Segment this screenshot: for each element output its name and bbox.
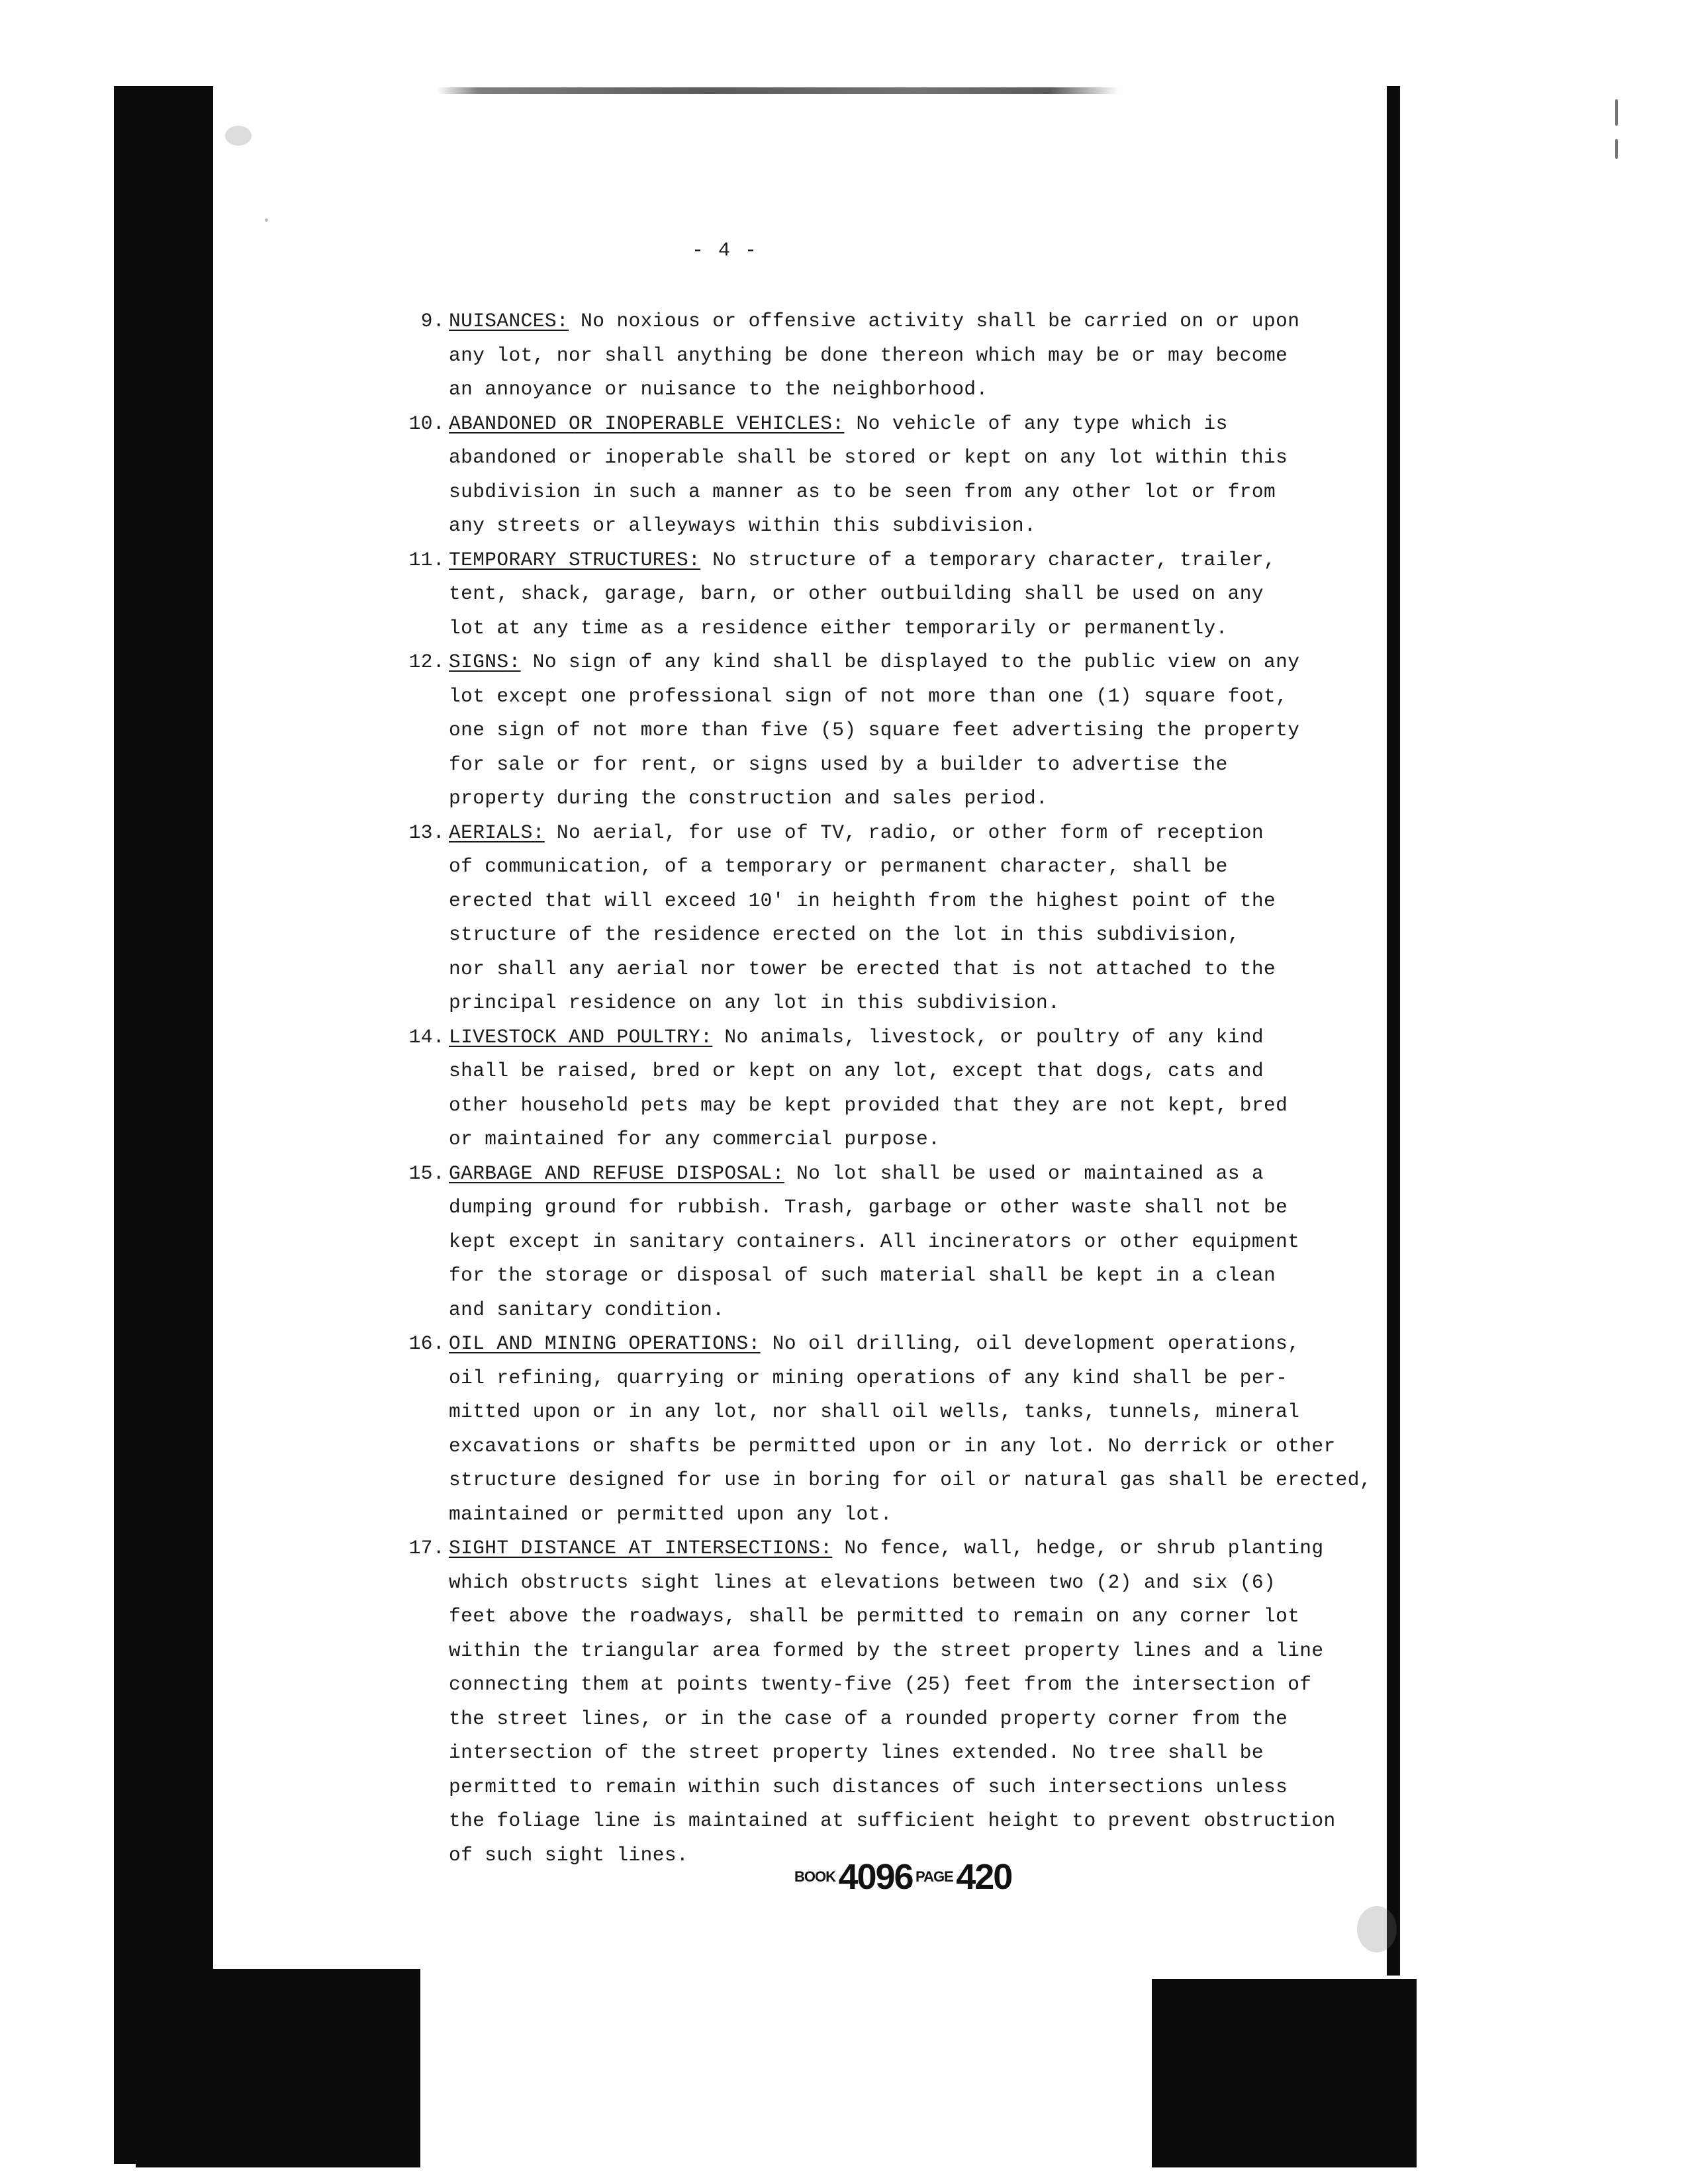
covenant-heading: TEMPORARY STRUCTURES: <box>449 548 701 571</box>
covenant-text <box>449 304 1390 407</box>
covenant-text <box>449 543 1390 646</box>
covenant-line: kept except in sanitary containers. All incinerators or other equipment <box>449 1230 1300 1253</box>
covenant-line: principal residence on any lot in this subdivision. <box>449 991 1060 1014</box>
scan-border-bottom-left <box>136 1969 420 2167</box>
covenant-line: any lot, nor shall anything be done thereon which may be or may become <box>449 343 1288 367</box>
covenant-text <box>449 645 1390 816</box>
covenant-line: or maintained for any commercial purpose. <box>449 1128 941 1150</box>
scan-speck <box>225 126 252 146</box>
covenant-line <box>449 1157 1390 1191</box>
covenant-text <box>449 816 1390 1021</box>
covenant-number: 14. <box>408 1025 445 1048</box>
covenant-text <box>449 407 1390 543</box>
covenant-heading: ABANDONED OR INOPERABLE VEHICLES: <box>449 412 845 435</box>
covenant-line: subdivision in such a manner as to be seen from any other lot or from <box>449 480 1276 503</box>
covenant-text <box>449 1157 1390 1328</box>
covenant-number: 13. <box>408 821 445 844</box>
covenant-item <box>397 1021 1390 1157</box>
covenant-line-text: No structure of a temporary character, trailer, <box>700 548 1276 571</box>
covenant-number: 16. <box>408 1332 445 1355</box>
covenant-line: intersection of the street property lines extended. No tree shall be <box>449 1741 1264 1764</box>
covenant-line-text: No vehicle of any type which is <box>844 412 1228 435</box>
covenant-heading: OIL AND MINING OPERATIONS: <box>449 1332 761 1355</box>
covenant-number: 11. <box>408 548 445 571</box>
covenant-number: 10. <box>408 412 445 435</box>
covenant-line-text: No sign of any kind shall be displayed to the public view on any <box>520 651 1300 673</box>
covenant-line: the foliage line is maintained at sufficient height to prevent obstruction <box>449 1809 1336 1832</box>
covenant-line: other household pets may be kept provided that they are not kept, bred <box>449 1093 1288 1116</box>
covenant-line <box>449 1327 1390 1361</box>
book-label: BOOK <box>794 1868 835 1885</box>
covenant-number: 17. <box>408 1537 445 1559</box>
covenant-item <box>397 304 1390 407</box>
covenant-heading: SIGNS: <box>449 651 521 673</box>
scan-speck <box>1615 139 1618 159</box>
page-label: PAGE <box>915 1868 953 1885</box>
covenant-line-text: No fence, wall, hedge, or shrub planting <box>832 1537 1324 1559</box>
covenant-line: connecting them at points twenty-five (25) feet from the intersection of <box>449 1673 1312 1696</box>
covenant-heading: NUISANCES: <box>449 310 569 332</box>
covenant-line: an annoyance or nuisance to the neighborhood. <box>449 378 988 400</box>
covenant-text <box>449 1531 1390 1872</box>
covenant-heading: AERIALS: <box>449 821 545 844</box>
scan-speck <box>1357 1906 1397 1952</box>
covenant-line: oil refining, quarrying or mining operations of any kind shall be per- <box>449 1366 1288 1389</box>
covenant-line-text: No oil drilling, oil development operations, <box>760 1332 1300 1355</box>
covenant-line: erected that will exceed 10' in heighth from the highest point of the <box>449 889 1276 912</box>
covenant-line: the street lines, or in the case of a rounded property corner from the <box>449 1707 1288 1730</box>
covenant-heading: GARBAGE AND REFUSE DISPOSAL: <box>449 1161 784 1185</box>
covenant-line: excavations or shafts be permitted upon or in any lot. No derrick or other <box>449 1434 1336 1457</box>
covenant-line: tent, shack, garage, barn, or other outbuilding shall be used on any <box>449 582 1264 605</box>
scan-speck <box>265 218 268 222</box>
stamp-page-number: 420 <box>956 1857 1012 1897</box>
covenant-line: maintained or permitted upon any lot. <box>449 1502 892 1525</box>
recording-stamp <box>794 1856 1011 1897</box>
book-number: 4096 <box>838 1857 913 1897</box>
covenant-line-text: No lot shall be used or maintained as a <box>784 1161 1264 1185</box>
covenant-line: abandoned or inoperable shall be stored or kept on any lot within this <box>449 446 1288 469</box>
covenant-line: within the triangular area formed by the street property lines and a line <box>449 1639 1324 1662</box>
covenant-line <box>449 1021 1390 1055</box>
scan-speck <box>1615 99 1618 126</box>
covenant-heading: SIGHT DISTANCE AT INTERSECTIONS: <box>449 1537 833 1559</box>
covenant-line: lot except one professional sign of not more than one (1) square foot, <box>449 684 1288 707</box>
covenant-line <box>449 1531 1390 1566</box>
covenant-line: dumping ground for rubbish. Trash, garbage or other waste shall not be <box>449 1196 1288 1218</box>
page-number: - 4 - <box>691 240 758 262</box>
covenant-line: mitted upon or in any lot, nor shall oil wells, tanks, tunnels, mineral <box>449 1400 1300 1423</box>
covenant-item <box>397 1157 1390 1328</box>
covenant-line: feet above the roadways, shall be permitted to remain on any corner lot <box>449 1605 1300 1627</box>
covenant-line: for the storage or disposal of such material shall be kept in a clean <box>449 1264 1276 1287</box>
covenant-item <box>397 645 1390 816</box>
covenant-item <box>397 1531 1390 1872</box>
covenant-line-text: No aerial, for use of TV, radio, or other form of reception <box>544 821 1264 844</box>
covenant-item <box>397 1327 1390 1531</box>
covenant-line: property during the construction and sales period. <box>449 787 1049 809</box>
covenant-item <box>397 816 1390 1021</box>
covenant-line: for sale or for rent, or signs used by a builder to advertise the <box>449 752 1228 776</box>
covenant-line <box>449 304 1390 339</box>
covenant-line: structure of the residence erected on the lot in this subdivision, <box>449 923 1240 946</box>
scan-top-smear <box>437 87 1119 94</box>
covenant-line <box>449 543 1390 578</box>
covenant-line: and sanitary condition. <box>449 1298 725 1321</box>
covenant-line-text: No noxious or offensive activity shall be carried on or upon <box>569 310 1300 332</box>
covenant-line: structure designed for use in boring for oil or natural gas shall be erected, <box>449 1469 1372 1491</box>
covenant-line: lot at any time as a residence either temporarily or permanently. <box>449 616 1228 639</box>
covenant-line-text: No animals, livestock, or poultry of any kind <box>712 1025 1264 1048</box>
covenant-line: any streets or alleyways within this subdivision. <box>449 514 1037 537</box>
covenant-number: 15. <box>408 1161 445 1185</box>
covenant-line <box>449 645 1390 680</box>
scan-border-left <box>114 86 213 2164</box>
covenant-item <box>397 543 1390 646</box>
covenant-line: permitted to remain within such distances of such intersections unless <box>449 1775 1288 1798</box>
covenant-line: of such sight lines. <box>449 1843 689 1866</box>
covenant-heading: LIVESTOCK AND POULTRY: <box>449 1025 713 1048</box>
covenant-line <box>449 407 1390 441</box>
covenant-line: of communication, of a temporary or permanent character, shall be <box>449 855 1228 878</box>
covenant-line: one sign of not more than five (5) square feet advertising the property <box>449 719 1300 741</box>
covenant-text <box>449 1327 1390 1531</box>
covenant-line: nor shall any aerial nor tower be erected that is not attached to the <box>449 957 1276 980</box>
covenant-number: 12. <box>408 651 445 673</box>
covenant-line: shall be raised, bred or kept on any lot, except that dogs, cats and <box>449 1060 1264 1082</box>
covenant-list <box>397 304 1390 1872</box>
covenant-number: 9. <box>420 310 445 332</box>
scan-border-bottom-right <box>1152 1979 1417 2167</box>
covenant-line: which obstructs sight lines at elevations between two (2) and six (6) <box>449 1570 1276 1594</box>
covenant-text <box>449 1021 1390 1157</box>
covenant-item <box>397 407 1390 543</box>
covenant-line <box>449 816 1390 850</box>
